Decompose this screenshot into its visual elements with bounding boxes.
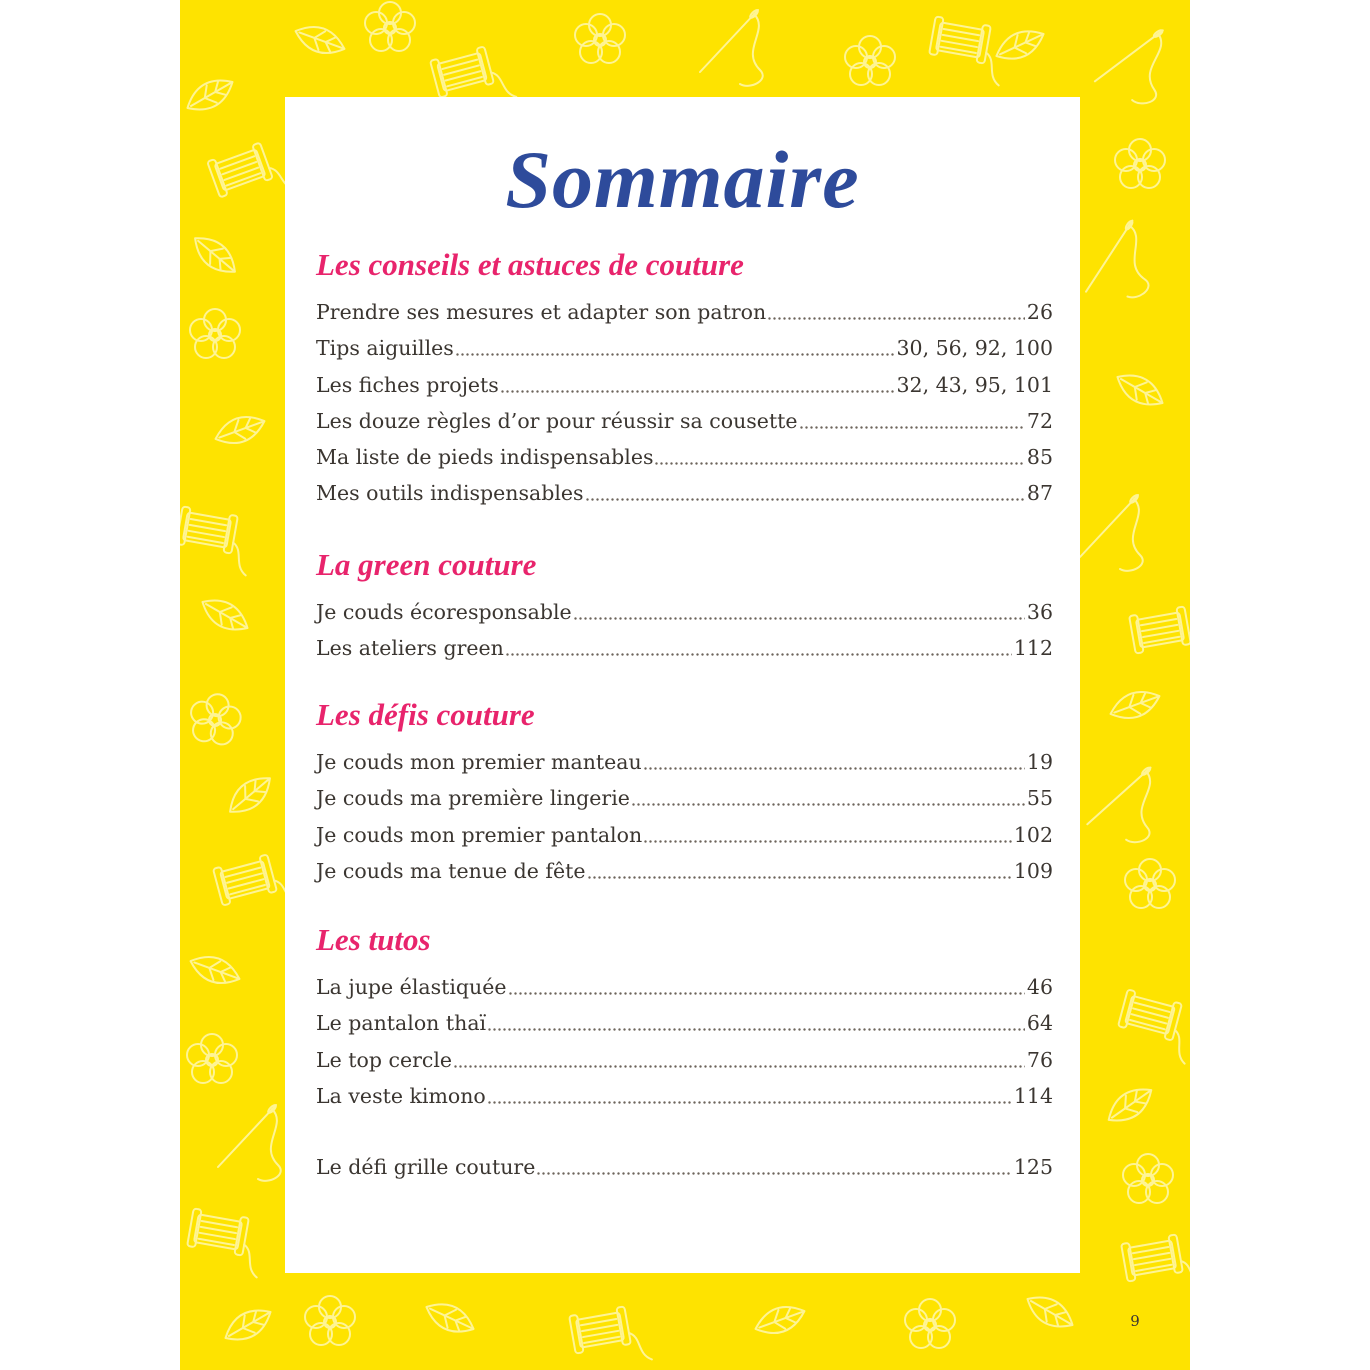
entry-title: Prendre ses mesures et adapter son patron: [316, 300, 767, 325]
entry-title: Le top cercle: [316, 1047, 453, 1072]
entry-list: [316, 594, 1053, 666]
contents-panel: [285, 97, 1080, 1273]
leader-dots: [454, 1065, 1025, 1068]
leader-dots: [506, 653, 1012, 656]
section-green-couture: [316, 541, 1053, 666]
entry-page: 125: [1013, 1155, 1053, 1180]
flower-icon: [187, 1034, 237, 1083]
entry-title: Ma liste de pieds indispensables: [316, 444, 654, 469]
leaf-icon: [751, 1300, 808, 1340]
leader-dots: [632, 803, 1025, 806]
needle-icon: [1086, 762, 1155, 844]
entry-page: 26: [1026, 300, 1053, 325]
toc-entry: [316, 1005, 1053, 1041]
leader-dots: [456, 353, 895, 356]
flower-icon: [190, 309, 240, 358]
spool-icon: [1129, 603, 1190, 672]
entry-title: Tips aiguilles: [316, 336, 454, 361]
flower-icon: [1123, 1154, 1173, 1203]
leaf-icon: [291, 20, 348, 60]
leader-dots: [488, 1101, 1012, 1104]
section-tutos: [316, 916, 1053, 1114]
needle-icon: [1093, 19, 1168, 105]
entry-title: Mes outils indispensables: [316, 481, 584, 506]
spool-icon: [1121, 1231, 1190, 1300]
entry-page: 72: [1026, 408, 1053, 433]
entry-page: 87: [1026, 481, 1053, 506]
entry-title: La jupe élastiquée: [316, 975, 507, 1000]
entry-title: Le défi grille couture: [316, 1155, 536, 1180]
entry-page: 30, 56, 92, 100: [896, 336, 1053, 361]
section-heading: Les tutos: [316, 922, 431, 957]
leaf-icon: [1106, 685, 1163, 725]
toc-entry: [316, 780, 1053, 816]
spool-icon: [180, 506, 256, 575]
leaf-icon: [1102, 1080, 1158, 1129]
entry-title: La veste kimono: [316, 1083, 486, 1108]
leader-dots: [509, 992, 1025, 995]
flower-icon: [1115, 139, 1165, 188]
leaf-icon: [211, 410, 268, 450]
flower-icon: [845, 36, 895, 85]
entry-page: 76: [1026, 1047, 1053, 1072]
leaf-icon: [222, 769, 277, 821]
entry-page: 102: [1013, 822, 1053, 847]
leaf-icon: [187, 229, 242, 281]
leader-dots: [768, 317, 1025, 320]
leader-dots: [588, 876, 1012, 879]
leader-dots: [488, 1028, 1025, 1031]
needle-icon: [1080, 494, 1143, 571]
toc-entry: [316, 366, 1053, 402]
toc-entry: [316, 403, 1053, 439]
spool-icon: [569, 1303, 652, 1370]
entry-page: 112: [1013, 636, 1053, 661]
toc-entry: [316, 475, 1053, 511]
toc-entry: [316, 816, 1053, 852]
flower-icon: [365, 2, 415, 51]
toc-entry: [316, 439, 1053, 475]
leaf-icon: [186, 950, 243, 990]
leader-dots: [644, 840, 1012, 843]
flower-icon: [186, 690, 244, 747]
entry-list: [316, 969, 1053, 1114]
needle-icon: [1075, 219, 1150, 305]
toc-entry: [316, 1149, 1053, 1185]
spool-icon: [207, 136, 296, 215]
leader-dots: [644, 767, 1025, 770]
entry-page: 19: [1026, 750, 1053, 775]
leaf-icon: [196, 592, 253, 639]
leaf-icon: [1021, 1289, 1078, 1336]
leader-dots: [800, 426, 1025, 429]
section-defis-couture: [316, 691, 1053, 889]
page-title: Sommaire: [505, 134, 860, 225]
entry-title: Les fiches projets: [316, 372, 499, 397]
leaf-icon: [219, 1302, 276, 1349]
needle-icon: [218, 1104, 281, 1181]
toc-entry: [316, 1041, 1053, 1077]
toc-entry: [316, 594, 1053, 630]
entry-title: Je couds ma première lingerie: [316, 786, 630, 811]
page-number: 9: [1130, 1312, 1140, 1330]
toc-entry: [316, 330, 1053, 366]
leader-dots: [537, 1172, 1012, 1175]
section-heading: Les conseils et astuces de couture: [316, 247, 744, 282]
leaf-icon: [991, 23, 1048, 67]
entry-page: 64: [1026, 1011, 1053, 1036]
toc-entry: [316, 630, 1053, 666]
leader-dots: [501, 390, 895, 393]
section-heading: La green couture: [316, 547, 537, 582]
entry-title: Je couds écoresponsable: [316, 600, 572, 625]
spool-icon: [926, 16, 1009, 85]
entry-list: [316, 294, 1053, 511]
entry-page: 32, 43, 95, 101: [896, 372, 1053, 397]
entry-page: 36: [1026, 600, 1053, 625]
leader-dots: [586, 498, 1025, 501]
section-heading: Les défis couture: [316, 697, 535, 732]
yellow-page: [180, 0, 1190, 1370]
entry-title: Les douze règles d’or pour réussir sa cousette: [316, 408, 798, 433]
entry-title: Je couds ma tenue de fête: [316, 858, 586, 883]
section-conseils-astuces: [316, 241, 1053, 511]
toc-entry: [316, 744, 1053, 780]
entry-page: 114: [1013, 1083, 1053, 1108]
toc-entry: [316, 294, 1053, 330]
entry-page: 46: [1026, 975, 1053, 1000]
flower-icon: [1125, 859, 1175, 908]
entry-page: 85: [1026, 444, 1053, 469]
entry-title: Je couds mon premier pantalon: [316, 822, 643, 847]
entry-title: Je couds mon premier manteau: [316, 750, 642, 775]
leader-dots: [655, 462, 1024, 465]
toc-entry: [316, 969, 1053, 1005]
toc-entry: [316, 1078, 1053, 1114]
section-standalone: [316, 1149, 1053, 1185]
entry-title: Le pantalon thaï: [316, 1011, 487, 1036]
leaf-icon: [181, 72, 238, 119]
entry-page: 55: [1026, 786, 1053, 811]
entry-title: Les ateliers green: [316, 636, 504, 661]
flower-icon: [305, 1296, 355, 1345]
needle-icon: [700, 9, 763, 86]
leaf-icon: [1111, 367, 1168, 414]
leaf-icon: [421, 1296, 478, 1340]
entry-list: [316, 744, 1053, 889]
flower-icon: [575, 14, 625, 63]
entry-page: 109: [1013, 858, 1053, 883]
leader-dots: [574, 617, 1025, 620]
flower-icon: [905, 1299, 955, 1348]
spool-icon: [184, 1208, 267, 1277]
toc-entry: [316, 853, 1053, 889]
spool-icon: [1113, 989, 1190, 1063]
